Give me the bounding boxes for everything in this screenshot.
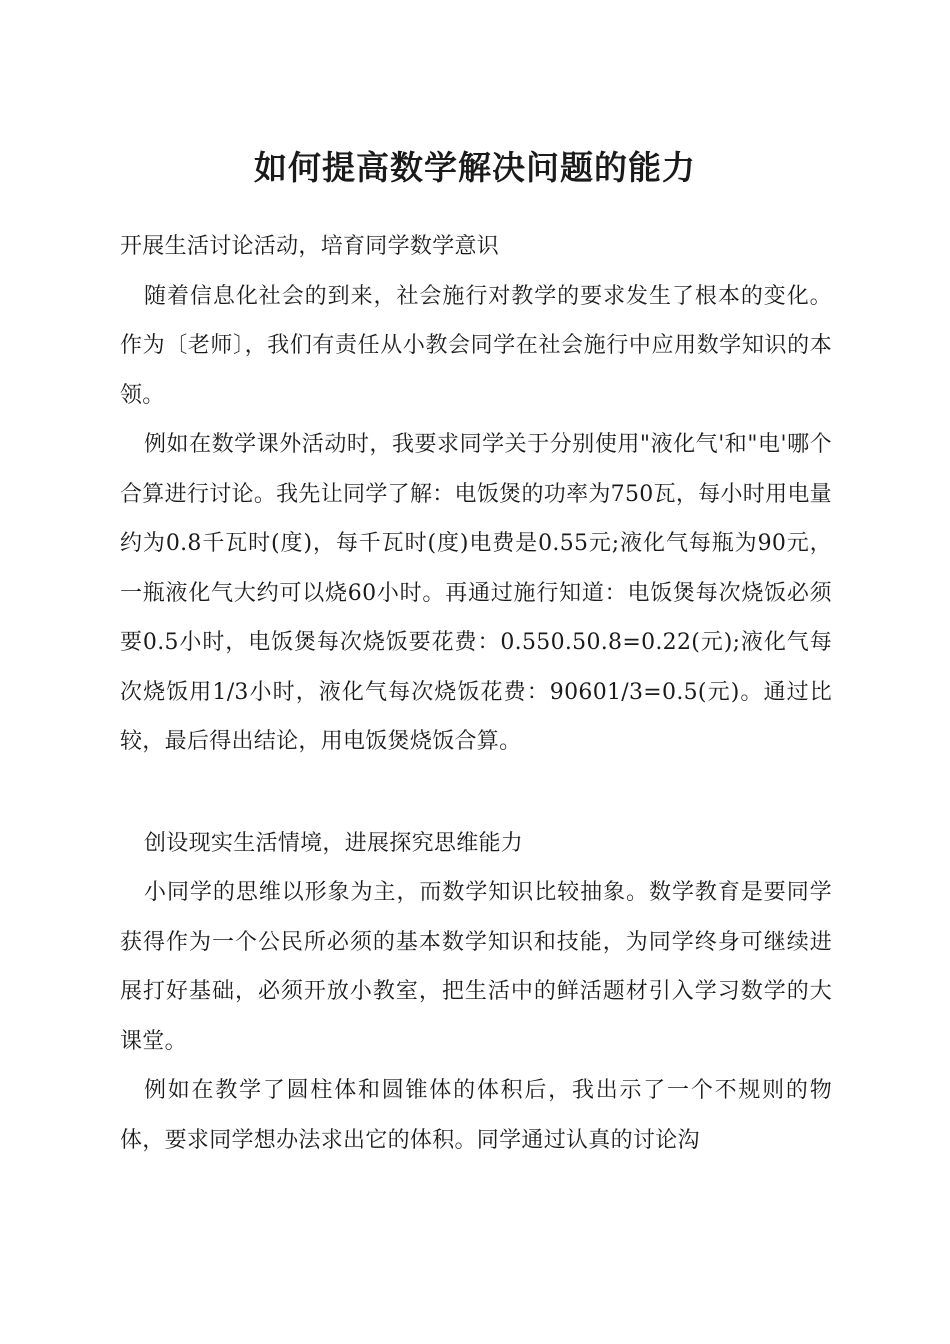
section-heading-2: 创设现实生活情境，进展探究思维能力 — [144, 830, 524, 856]
document-body — [120, 222, 832, 1165]
paragraph: 小同学的思维以形象为主，而数学知识比较抽象。数学教育是要同学获得作为一个公民所必须的基本数学知识和技能，为同学终身可继续进展打好基础，必须开放小教室，把生活中的鲜活题材引入学习数学的大课堂。 — [120, 880, 832, 1054]
section-spacer — [120, 767, 832, 819]
paragraph: 随着信息化社会的到来，社会施行对教学的要求发生了根本的变化。作为〔老师〕，我们有责任从小教会同学在社会施行中应用数学知识的本领。 — [120, 283, 832, 408]
paragraph: 例如在数学课外活动时，我要求同学关于分别使用"液化气'和"电'哪个合算进行讨论。我先让同学了解：电饭煲的功率为750瓦，每小时用电量约为0.8千瓦时(度)，每千瓦时(度)电费是0.55元;液化气每瓶为90元，一瓶液化气大约可以烧60小时。再通过施行知道：电饭煲每次烧饭必须要0.5小时，电饭煲每次烧饭要花费：0.550.50.8=0.22(元);液化气每次烧饭用1/3小时，液化气每次烧饭花费：90601/3=0.5(元)。通过比较，最后得出结论，用电饭煲烧饭合算。 — [120, 432, 832, 754]
document-title: 如何提高数学解决问题的能力 — [254, 148, 696, 187]
paragraph: 例如在教学了圆柱体和圆锥体的体积后，我出示了一个不规则的物体，要求同学想办法求出它的体积。同学通过认真的讨论沟 — [120, 1078, 832, 1153]
section-heading-1: 开展生活讨论活动，培育同学数学意识 — [120, 234, 500, 259]
